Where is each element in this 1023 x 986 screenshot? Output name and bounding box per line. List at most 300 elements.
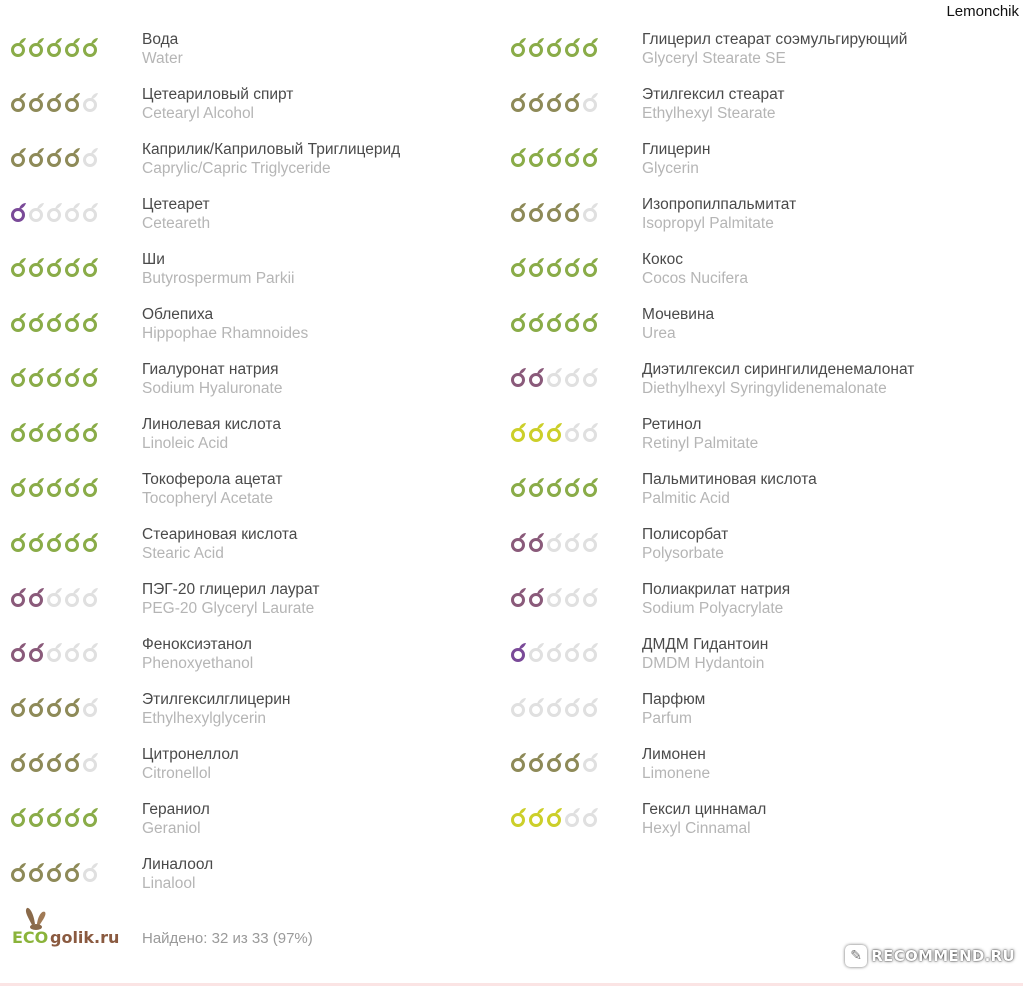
leaf-empty-icon [28,201,46,223]
ingredient-name-en: Linalool [142,875,196,892]
ingredient-names [142,690,290,728]
ingredient-row[interactable] [10,580,510,635]
leaf-filled-icon [64,806,82,828]
safety-rating [10,36,100,58]
ingredient-name-ru: Этилгексилглицерин [142,691,291,708]
leaf-filled-icon [546,311,564,333]
safety-rating [510,531,600,553]
leaf-filled-icon [28,366,46,388]
safety-rating [510,586,600,608]
safety-rating [10,751,100,773]
leaf-empty-icon [82,641,100,663]
leaf-filled-icon [10,861,28,883]
ingredient-names [142,745,239,783]
safety-rating [10,146,100,168]
leaf-filled-icon [64,146,82,168]
ingredient-row[interactable] [510,800,1010,855]
recommend-watermark [845,945,1015,967]
ingredient-name-ru: Диэтилгексил сирингилиденемалонат [642,361,915,378]
leaf-empty-icon [582,696,600,718]
ingredient-row[interactable] [510,525,1010,580]
leaf-filled-icon [510,256,528,278]
safety-rating [510,696,600,718]
ingredient-name-en: Retinyl Palmitate [642,435,759,452]
leaf-empty-icon [582,586,600,608]
leaf-filled-icon [10,586,28,608]
ingredient-name-ru: Гераниол [142,801,210,818]
safety-rating [10,476,100,498]
leaf-filled-icon [28,146,46,168]
ingredient-name-ru: Феноксиэтанол [142,636,252,653]
ingredient-row[interactable] [510,415,1010,470]
leaf-filled-icon [546,256,564,278]
leaf-filled-icon [510,806,528,828]
ingredient-name-en: DMDM Hydantoin [642,655,765,672]
leaf-filled-icon [64,91,82,113]
ingredient-name-ru: Полиакрилат натрия [642,581,791,598]
leaf-filled-icon [546,36,564,58]
leaf-filled-icon [64,256,82,278]
leaf-filled-icon [510,421,528,443]
ingredient-name-ru: Гиалуронат натрия [142,361,279,378]
leaf-empty-icon [582,751,600,773]
ingredient-row[interactable] [510,85,1010,140]
ingredient-names [142,30,183,68]
leaf-filled-icon [546,806,564,828]
ingredient-name-ru: Пальмитиновая кислота [642,471,817,488]
ingredient-name-ru: ДМДМ Гидантоин [642,636,769,653]
ingredient-row[interactable] [10,30,510,85]
leaf-filled-icon [10,751,28,773]
safety-rating [10,531,100,553]
leaf-filled-icon [528,36,546,58]
ingredient-name-ru: Изопропилпальмитат [642,196,797,213]
ingredient-names [642,30,907,68]
ingredient-names [642,85,785,123]
ingredient-name-en: Parfum [642,710,692,727]
leaf-filled-icon [82,256,100,278]
leaf-empty-icon [564,586,582,608]
leaf-filled-icon [528,806,546,828]
ingredient-row[interactable] [10,85,510,140]
ingredient-name-en: Ethylhexyl Stearate [642,105,776,122]
leaf-filled-icon [10,641,28,663]
ingredient-name-en: Linoleic Acid [142,435,229,452]
leaf-filled-icon [528,421,546,443]
leaf-filled-icon [564,91,582,113]
leaf-filled-icon [46,91,64,113]
leaf-filled-icon [64,366,82,388]
safety-rating [510,91,600,113]
ingredient-row[interactable] [10,415,510,470]
safety-rating [10,586,100,608]
ingredient-row[interactable] [510,195,1010,250]
leaf-empty-icon [582,366,600,388]
leaf-filled-icon [546,476,564,498]
leaf-empty-icon [564,696,582,718]
ingredient-name-en: Sodium Hyaluronate [142,380,283,397]
ingredient-name-ru: Кокос [642,251,683,268]
leaf-filled-icon [528,586,546,608]
leaf-empty-icon [546,696,564,718]
leaf-empty-icon [546,531,564,553]
ingredient-names [142,360,282,398]
ingredient-row[interactable] [10,690,510,745]
ingredient-names [142,525,297,563]
ingredient-names [642,360,914,398]
ingredient-names [142,635,253,673]
ingredients-right-column [510,30,1010,855]
leaf-empty-icon [46,586,64,608]
ingredient-names [642,250,748,288]
ingredient-names [142,140,400,178]
ingredient-names [642,140,710,178]
logo-rest-text: golik.ru [50,928,120,947]
leaf-filled-icon [28,696,46,718]
ingredient-name-ru: Лимонен [642,746,706,763]
leaf-filled-icon [46,311,64,333]
leaf-empty-icon [82,586,100,608]
ingredient-names [142,85,293,123]
leaf-filled-icon [64,861,82,883]
leaf-filled-icon [510,531,528,553]
leaf-filled-icon [546,201,564,223]
ingredient-name-ru: Стеариновая кислота [142,526,298,543]
ingredient-names [642,580,790,618]
ingredient-row[interactable] [10,745,510,800]
ingredient-name-en: Cocos Nucifera [642,270,748,287]
ingredient-row[interactable] [10,470,510,525]
ingredient-name-en: Phenoxyethanol [142,655,254,672]
leaf-empty-icon [546,641,564,663]
leaf-filled-icon [46,531,64,553]
leaf-filled-icon [28,586,46,608]
recommend-logo-icon: ✎ [845,945,867,967]
leaf-filled-icon [546,751,564,773]
leaf-filled-icon [528,311,546,333]
ingredient-name-ru: Ши [142,251,165,268]
leaf-filled-icon [10,531,28,553]
leaf-filled-icon [46,146,64,168]
leaf-filled-icon [582,36,600,58]
ingredient-name-en: Hippophae Rhamnoides [142,325,309,342]
ingredient-names [142,250,294,288]
ingredient-name-en: Palmitic Acid [642,490,730,507]
ingredient-name-en: Hexyl Cinnamal [642,820,751,837]
safety-rating [510,751,600,773]
ingredient-names [642,415,758,453]
leaf-empty-icon [64,201,82,223]
ingredient-name-ru: Ретинол [642,416,702,433]
ingredient-names [642,690,705,728]
leaf-filled-icon [46,861,64,883]
leaf-filled-icon [46,36,64,58]
leaf-empty-icon [564,806,582,828]
ingredient-names [142,855,213,893]
ingredient-name-en: Butyrospermum Parkii [142,270,295,287]
leaf-filled-icon [64,311,82,333]
leaf-filled-icon [528,146,546,168]
ingredient-name-ru: Вода [142,31,179,48]
leaf-empty-icon [546,586,564,608]
ingredient-name-en: Ethylhexylglycerin [142,710,267,727]
ingredient-row[interactable] [510,580,1010,635]
leaf-filled-icon [10,311,28,333]
leaf-filled-icon [582,476,600,498]
leaf-empty-icon [582,806,600,828]
leaf-filled-icon [10,201,28,223]
leaf-filled-icon [64,421,82,443]
leaf-filled-icon [528,531,546,553]
leaf-filled-icon [82,36,100,58]
ingredient-name-ru: Глицерин [642,141,711,158]
leaf-empty-icon [582,641,600,663]
ingredient-row[interactable] [510,140,1010,195]
safety-rating [10,861,100,883]
leaf-filled-icon [510,91,528,113]
ingredient-name-ru: Линолевая кислота [142,416,281,433]
leaf-empty-icon [582,421,600,443]
ingredient-names [642,195,796,233]
leaf-empty-icon [64,586,82,608]
leaf-empty-icon [582,201,600,223]
ingredient-name-ru: Цитронеллол [142,746,239,763]
safety-rating [10,641,100,663]
leaf-filled-icon [82,806,100,828]
leaf-filled-icon [510,36,528,58]
ingredient-row[interactable] [510,250,1010,305]
ingredient-name-en: Urea [642,325,676,342]
leaf-filled-icon [28,751,46,773]
leaf-filled-icon [10,36,28,58]
safety-rating [10,696,100,718]
ingredient-row[interactable] [10,195,510,250]
safety-rating [10,421,100,443]
leaf-empty-icon [82,751,100,773]
leaf-filled-icon [10,476,28,498]
leaf-filled-icon [10,366,28,388]
leaf-filled-icon [82,311,100,333]
leaf-filled-icon [28,476,46,498]
ecogolik-logo[interactable] [10,905,130,951]
ingredient-name-ru: Токоферола ацетат [142,471,283,488]
leaf-filled-icon [510,201,528,223]
logo-eco-text: ECO [12,928,49,947]
leaf-empty-icon [82,201,100,223]
ingredient-name-en: Diethylhexyl Syringylidenemalonate [642,380,887,397]
ingredient-names [142,195,210,233]
ingredient-name-ru: Глицерил стеарат соэмульгирующий [642,31,908,48]
ingredient-row[interactable] [510,470,1010,525]
leaf-filled-icon [582,256,600,278]
leaf-empty-icon [64,641,82,663]
ingredient-names [142,415,281,453]
leaf-filled-icon [46,696,64,718]
ingredient-row[interactable] [10,635,510,690]
leaf-filled-icon [82,476,100,498]
leaf-filled-icon [46,476,64,498]
safety-rating [510,476,600,498]
ingredient-name-ru: Гексил циннамал [642,801,767,818]
leaf-filled-icon [10,806,28,828]
ingredient-name-ru: Парфюм [642,691,706,708]
leaf-filled-icon [510,751,528,773]
ingredient-row[interactable] [510,360,1010,415]
ingredient-name-ru: Полисорбат [642,526,729,543]
ingredient-row[interactable] [510,690,1010,745]
safety-rating [510,806,600,828]
leaf-filled-icon [564,201,582,223]
leaf-filled-icon [28,91,46,113]
ingredient-name-en: Caprylic/Capric Triglyceride [142,160,331,177]
ingredient-name-en: Geraniol [142,820,201,837]
leaf-filled-icon [546,91,564,113]
ingredient-names [642,800,766,838]
leaf-filled-icon [510,641,528,663]
leaf-empty-icon [46,201,64,223]
ingredient-names [642,745,710,783]
leaf-filled-icon [564,311,582,333]
leaf-filled-icon [46,421,64,443]
ingredient-name-en: Stearic Acid [142,545,224,562]
ingredient-row[interactable] [10,250,510,305]
ingredient-row[interactable] [10,305,510,360]
ingredient-name-en: Glycerin [642,160,699,177]
leaf-empty-icon [582,91,600,113]
safety-rating [10,256,100,278]
ingredient-name-en: Limonene [642,765,711,782]
leaf-filled-icon [64,531,82,553]
leaf-filled-icon [546,146,564,168]
leaf-empty-icon [82,91,100,113]
username-label: Lemonchik [946,3,1019,20]
ingredient-names [642,525,728,563]
leaf-filled-icon [564,146,582,168]
ingredient-name-ru: ПЭГ-20 глицерил лаурат [142,581,320,598]
leaf-filled-icon [10,256,28,278]
ingredient-name-en: Polysorbate [642,545,724,562]
ingredient-names [142,800,210,838]
leaf-filled-icon [82,366,100,388]
ingredient-name-ru: Линалоол [142,856,214,873]
leaf-filled-icon [528,201,546,223]
leaf-filled-icon [82,531,100,553]
leaf-filled-icon [46,751,64,773]
ingredient-name-en: Glyceryl Stearate SE [642,50,786,67]
leaf-empty-icon [564,366,582,388]
leaf-empty-icon [82,146,100,168]
leaf-filled-icon [528,366,546,388]
leaf-filled-icon [46,366,64,388]
leaf-filled-icon [46,256,64,278]
ingredient-name-en: PEG-20 Glyceryl Laurate [142,600,315,617]
ingredient-row[interactable] [10,360,510,415]
ingredient-name-en: Isopropyl Palmitate [642,215,774,232]
ingredient-row[interactable] [10,140,510,195]
ingredient-names [642,305,714,343]
leaf-filled-icon [28,311,46,333]
leaf-empty-icon [528,696,546,718]
leaf-empty-icon [528,641,546,663]
ingredient-row[interactable] [10,800,510,855]
leaf-filled-icon [28,641,46,663]
ingredient-name-en: Sodium Polyacrylate [642,600,784,617]
safety-rating [10,91,100,113]
safety-rating [510,421,600,443]
ingredient-name-ru: Облепиха [142,306,214,323]
ingredient-name-en: Citronellol [142,765,211,782]
ingredient-name-en: Cetearyl Alcohol [142,105,255,122]
leaf-filled-icon [510,366,528,388]
ingredient-name-en: Water [142,50,183,67]
leaf-filled-icon [564,476,582,498]
leaf-empty-icon [564,421,582,443]
ingredient-row[interactable] [10,525,510,580]
ingredient-name-en: Tocopheryl Acetate [142,490,273,507]
ingredient-name-ru: Цетеариловый спирт [142,86,294,103]
leaf-filled-icon [64,751,82,773]
ingredient-row[interactable] [510,30,1010,85]
safety-rating [510,366,600,388]
ingredient-names [142,470,282,508]
leaf-filled-icon [82,421,100,443]
ingredient-row[interactable] [10,855,510,910]
ingredient-name-en: Ceteareth [142,215,211,232]
leaf-filled-icon [28,806,46,828]
leaf-empty-icon [564,641,582,663]
safety-rating [10,366,100,388]
leaf-filled-icon [546,421,564,443]
safety-rating [10,806,100,828]
leaf-filled-icon [28,861,46,883]
leaf-filled-icon [564,256,582,278]
ingredient-name-ru: Этилгексил стеарат [642,86,785,103]
safety-rating [510,256,600,278]
leaf-filled-icon [10,696,28,718]
leaf-empty-icon [82,861,100,883]
ingredient-row[interactable] [510,745,1010,800]
leaf-empty-icon [582,531,600,553]
leaf-filled-icon [46,806,64,828]
leaf-filled-icon [582,311,600,333]
leaf-filled-icon [528,476,546,498]
leaf-filled-icon [528,91,546,113]
ingredient-row[interactable] [510,305,1010,360]
safety-rating [510,36,600,58]
leaf-filled-icon [28,36,46,58]
leaf-filled-icon [28,531,46,553]
watermark-text: RECOMMEND.RU [871,947,1015,965]
safety-rating [10,311,100,333]
leaf-filled-icon [510,311,528,333]
ingredients-left-column [10,30,510,910]
leaf-filled-icon [582,146,600,168]
leaf-filled-icon [564,751,582,773]
ingredient-names [642,470,817,508]
leaf-filled-icon [510,586,528,608]
ingredient-names [142,580,319,618]
rabbit-icon [26,908,46,930]
safety-rating [10,201,100,223]
leaf-filled-icon [28,421,46,443]
leaf-filled-icon [64,476,82,498]
safety-rating [510,311,600,333]
leaf-empty-icon [46,641,64,663]
ingredient-name-ru: Мочевина [642,306,715,323]
ingredient-row[interactable] [510,635,1010,690]
ingredient-names [642,635,768,673]
leaf-empty-icon [546,366,564,388]
